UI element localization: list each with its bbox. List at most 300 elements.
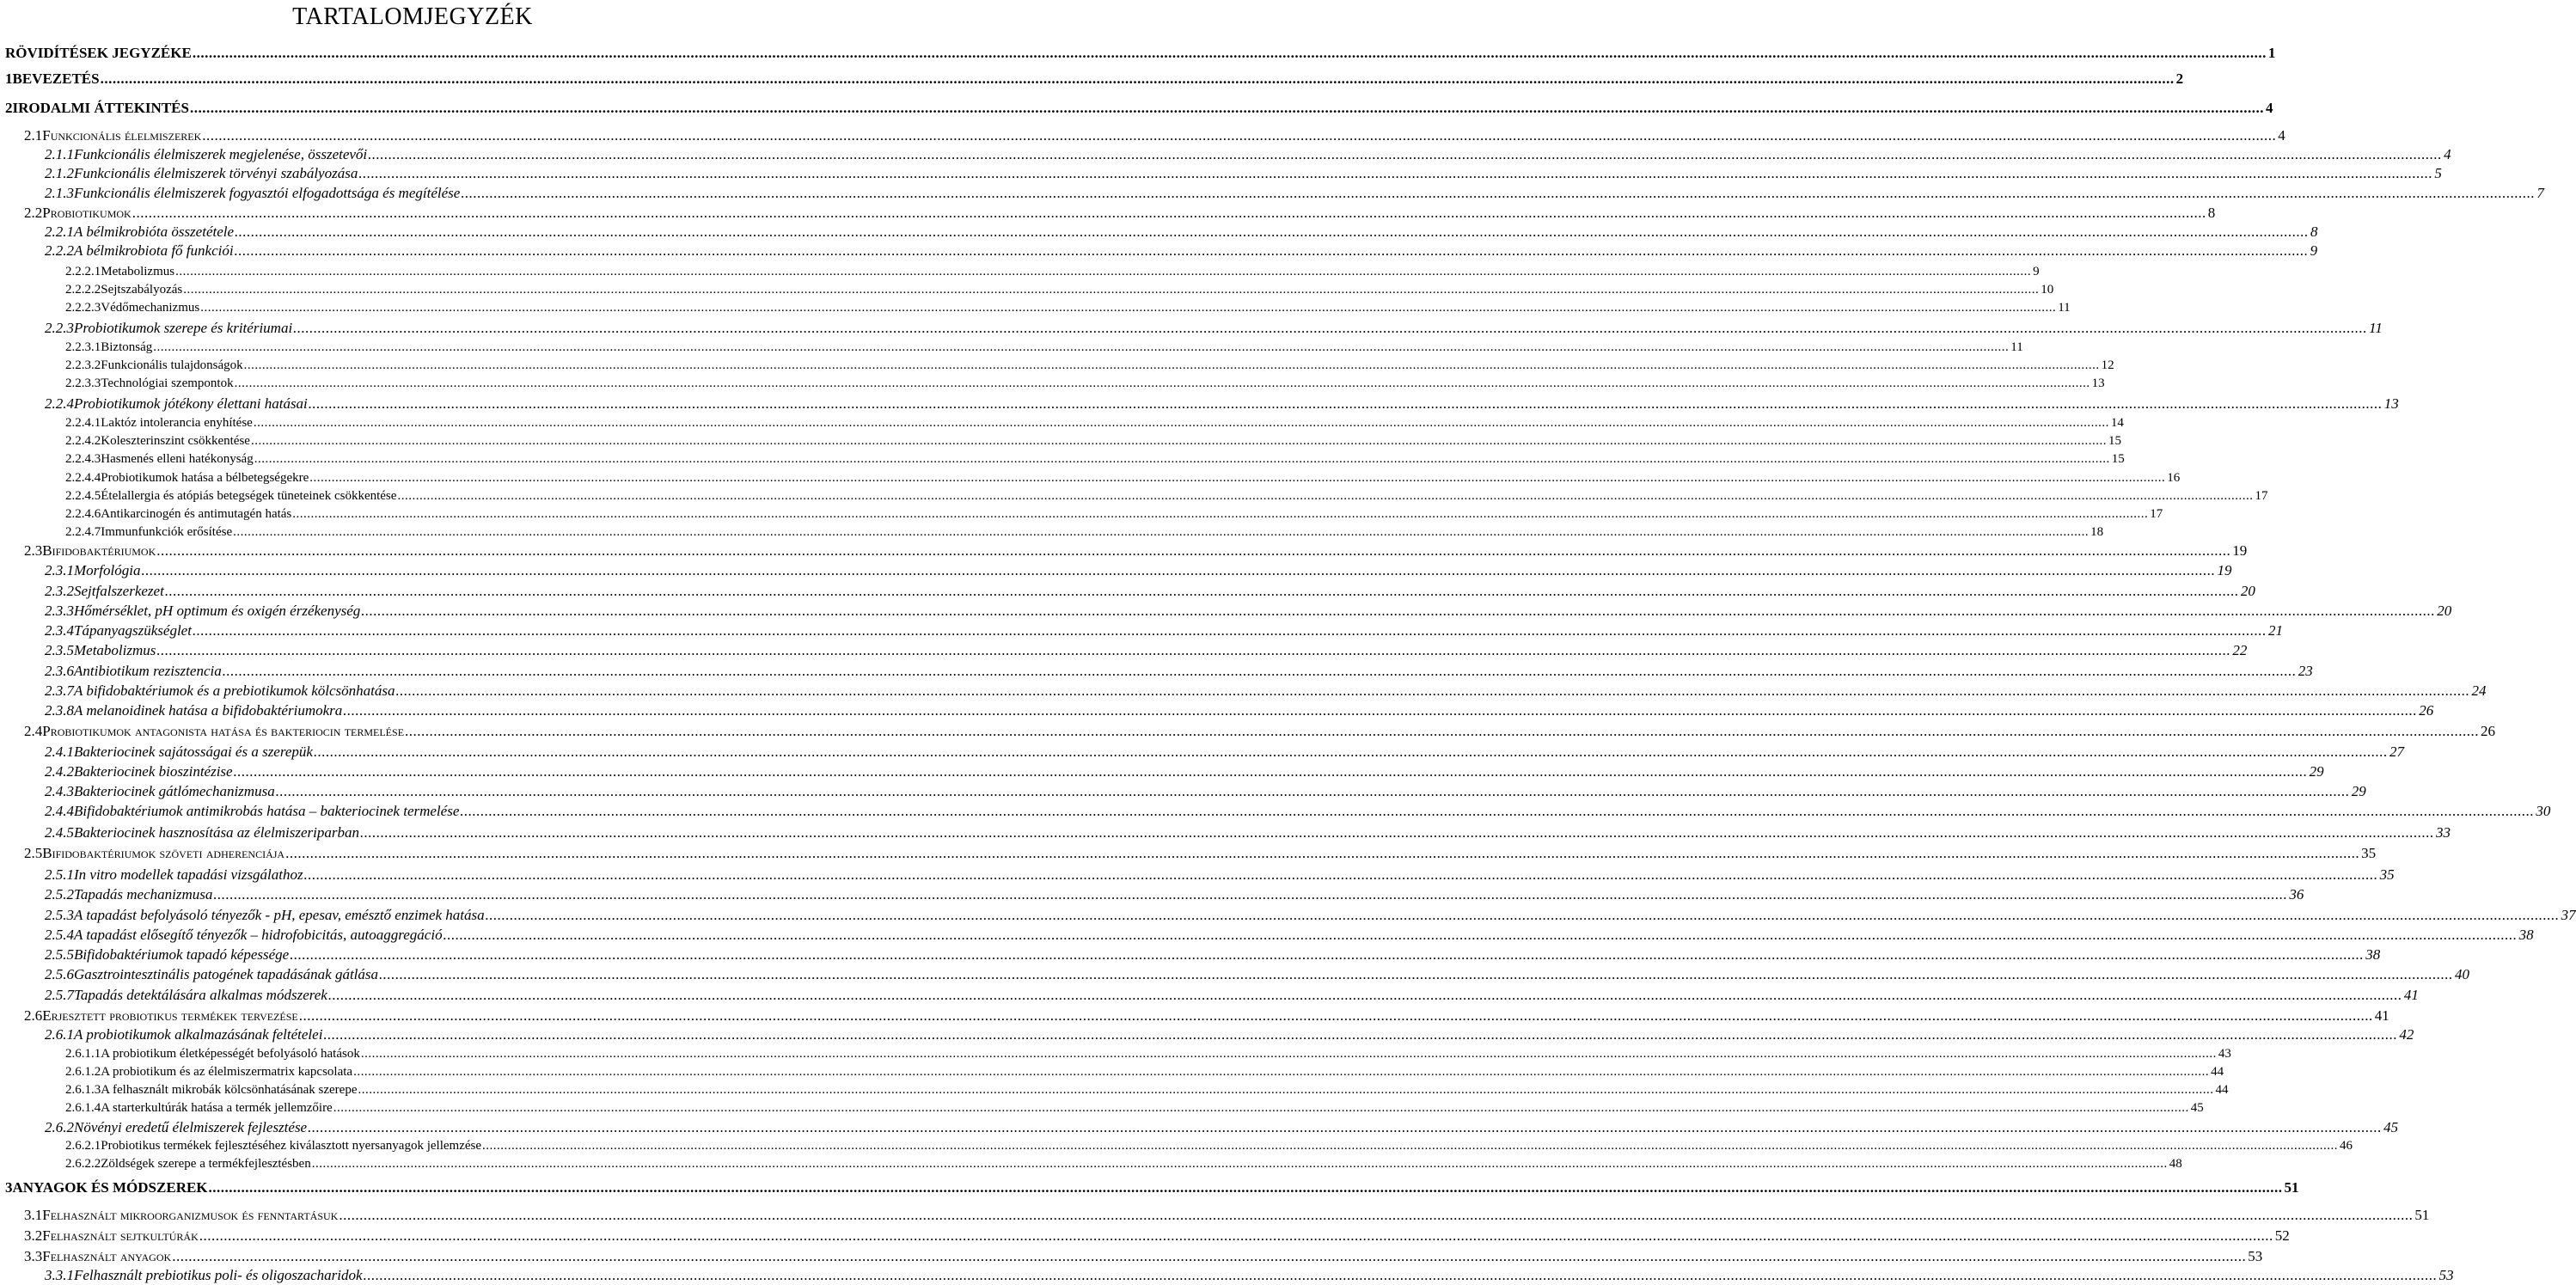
toc-entry[interactable] [45,395,2399,413]
dot-leader [339,1207,2413,1224]
toc-entry-title: Antikarcinogén és antimutagén hatás [101,507,292,521]
toc-entry-title: BEVEZETÉS [12,70,100,87]
toc-entry[interactable] [5,100,2273,117]
toc-entry-page: 15 [2108,434,2121,448]
toc-entry-number: 3 [5,1179,13,1196]
toc-entry[interactable] [45,866,2395,884]
toc-entry[interactable] [45,682,2487,700]
toc-entry-number: 2.6 [24,1007,43,1024]
dot-leader [461,185,2535,202]
toc-entry[interactable] [24,542,2248,560]
dot-leader [193,45,2267,62]
toc-entry-number: 2.2.2.2 [65,283,101,297]
toc-entry-title: Bakteriocinek sajátosságai és a szerepük [74,743,313,760]
toc-entry[interactable] [65,1065,2224,1080]
dot-leader [254,416,2109,431]
toc-entry-number: 2.5.5 [45,946,74,963]
toc-entry-number: 2.5.2 [45,886,74,903]
toc-entry-title: A probiotikum életképességét befolyásoló hatások [101,1047,360,1061]
dot-leader [234,763,2308,780]
dot-leader [165,583,2239,600]
toc-entry-number: 2.2.2 [45,242,74,259]
toc-entry[interactable] [65,1157,2182,1172]
dot-leader [141,562,2215,579]
dot-leader [213,886,2287,903]
dot-leader [254,452,2110,467]
dot-leader [482,1139,2338,1153]
toc-entry[interactable] [65,1101,2204,1116]
toc-entry-number: 2.5.1 [45,866,74,883]
toc-entry[interactable] [45,622,2283,639]
toc-entry-page: 51 [2284,1179,2299,1196]
toc-entry-title: A bélmikrobióta összetétele [74,223,235,240]
dot-leader [314,743,2388,761]
toc-entry[interactable] [65,340,2023,355]
toc-entry-page: 20 [2240,583,2255,599]
toc-entry-page: 4 [2265,100,2273,116]
toc-entry[interactable] [24,1227,2290,1245]
toc-entry-title: Hasmenés elleni hatékonyság [101,452,254,466]
toc-entry-number: 2.5.6 [45,966,74,982]
toc-entry-page: 41 [2403,987,2419,1003]
toc-entry-page: 48 [2169,1157,2182,1171]
dot-leader [299,1007,2373,1025]
toc-entry-title: A melanoidinek hatása a bifidobaktériumokra [74,702,343,719]
toc-entry-number: 2.3.7 [45,682,74,699]
toc-entry-title: Probiotikumok jótékony élettani hatásai [74,395,308,412]
toc-entry-page: 13 [2383,395,2399,412]
toc-entry-title: Biztonság [101,340,153,354]
toc-entry-number: 2.5.3 [45,907,74,923]
toc-entry[interactable] [65,1047,2231,1062]
toc-entry-title: A starterkultúrák hatása a termék jellemzőire [101,1101,333,1115]
toc-entry-title: Erjesztett probiotikus termékek tervezése [42,1007,298,1024]
toc-entry-title: Gasztrointesztinális patogének tapadásának gátlása [74,966,379,982]
toc-entry[interactable] [45,783,2366,800]
document-title: TARTALOMJEGYZÉK [292,3,533,30]
toc-entry-title: Felhasznált mikroorganizmusok és fenntartásuk [42,1207,339,1223]
toc-entry-number: 2.2.4 [45,395,74,412]
toc-entry-title: Felhasznált sejtkultúrák [42,1227,199,1244]
toc-entry[interactable] [45,242,2318,260]
dot-leader [244,358,2100,373]
toc-entry-title: A tapadást befolyásoló tényezők - pH, epesav, emésztő enzimek hatása [74,907,485,923]
toc-entry-page: 24 [2471,682,2487,699]
toc-entry-title: Bifidobaktériumok [42,542,156,559]
toc-entry[interactable] [45,223,2318,241]
toc-entry-title: Bakteriocinek gátlómechanizmusa [74,783,275,799]
toc-entry-page: 4 [2278,127,2285,144]
toc-entry-number: 2.3.5 [45,642,74,658]
toc-entry-title: Sejtfalszerkezet [74,583,164,599]
toc-entry-number: 2.3 [24,542,43,559]
toc-entry-number: 2.5.7 [45,987,74,1003]
toc-entry-number: 2.2.1 [45,223,74,240]
toc-entry-title: Koleszterinszint csökkentése [101,434,250,448]
dot-leader [285,845,2359,862]
toc-entry-page: 44 [2211,1065,2224,1079]
toc-entry[interactable] [45,1026,2414,1043]
toc-entry[interactable] [65,471,2181,486]
toc-entry-page: 23 [2298,663,2313,679]
toc-entry-page: 11 [2058,301,2071,315]
toc-entry-page: 35 [2379,866,2395,883]
toc-entry-title: Tapadás detektálására alkalmas módszerek [74,987,327,1003]
dot-leader [235,376,2090,391]
toc-entry[interactable] [65,1139,2353,1153]
toc-entry-title: Technológiai szempontok [101,376,234,390]
dot-leader [156,642,2230,659]
toc-entry[interactable] [24,1007,2389,1025]
toc-entry[interactable] [45,603,2452,620]
dot-leader [233,525,2089,540]
toc-entry[interactable] [45,562,2232,579]
toc-entry-page: 41 [2374,1007,2389,1024]
toc-entry-number: 2.2.4.4 [65,471,101,485]
toc-entry-number: 2.2.4.6 [65,507,101,521]
dot-leader [199,1227,2273,1245]
dot-leader [193,622,2267,639]
toc-entry-page: 20 [2437,603,2452,619]
toc-entry-number: 2.1.2 [45,165,74,181]
dot-leader [395,682,2469,700]
dot-leader [323,1026,2397,1043]
toc-entry-page: 11 [2369,320,2383,336]
toc-entry[interactable] [65,416,2124,431]
toc-entry-title: Bifidobaktériumok tapadó képessége [74,946,290,963]
toc-entry-page: 26 [2419,702,2434,719]
toc-entry-page: 46 [2340,1139,2353,1153]
toc-entry-page: 36 [2289,886,2304,903]
toc-entry[interactable] [24,127,2285,144]
toc-entry-page: 19 [2217,562,2232,578]
toc-entry-title: Probiotikus termékek fejlesztéséhez kiválasztott nyersanyagok jellemzése [101,1139,482,1153]
toc-entry-number: 2.1.3 [45,185,74,201]
toc-entry-page: 16 [2167,471,2181,485]
dot-leader [292,507,2148,522]
toc-entry-page: 19 [2232,542,2248,559]
toc-entry-number: 2.6.1.4 [65,1101,101,1115]
dot-leader [235,223,2309,241]
toc-entry-title: ANYAGOK ÉS MÓDSZEREK [12,1179,208,1196]
toc-entry-page: 44 [2215,1083,2229,1097]
toc-entry[interactable] [24,1248,2263,1265]
dot-leader [333,1101,2189,1116]
toc-entry-number: 3.3.1 [45,1267,74,1283]
toc-entry-number: 2.6.2.1 [65,1139,101,1153]
toc-entry[interactable] [45,320,2383,337]
toc-entry-title: Sejtszabályozás [101,283,183,297]
toc-entry-title: Bakteriocinek hasznosítása az élelmiszeriparban [74,824,359,841]
toc-entry-title: Metabolizmus [101,265,175,278]
dot-leader [251,434,2107,449]
toc-entry[interactable] [45,886,2304,903]
toc-entry-title: Funkcionális tulajdonságok [101,358,243,372]
toc-entry-number: 2.2.4.5 [65,489,101,503]
toc-entry-title: Zöldségek szerepe a termékfejlesztésben [101,1157,311,1171]
toc-entry-number: 2.2.4.1 [65,416,101,430]
toc-entry-number: 2.2.2.1 [65,265,101,278]
dot-leader [358,1083,2213,1098]
toc-entry-number: 2.1 [24,127,43,144]
toc-entry[interactable] [65,283,2054,297]
toc-entry-page: 35 [2361,845,2377,861]
toc-entry[interactable] [45,824,2451,841]
toc-entry[interactable] [24,845,2377,862]
dot-leader [101,70,2175,88]
dot-leader [312,1157,2168,1172]
toc-entry-page: 12 [2101,358,2114,372]
toc-entry-page: 4 [2444,146,2451,162]
toc-entry-title: Funkcionális élelmiszerek törvényi szabályozása [74,165,358,181]
toc-entry-title: A probiotikumok alkalmazásának feltételei [74,1026,323,1043]
toc-entry-page: 13 [2091,376,2105,390]
toc-entry-page: 37 [2561,907,2576,923]
toc-entry-number: 2.5.4 [45,927,74,943]
toc-entry-number: 2.6.1 [45,1026,74,1043]
toc-entry-number: 2.2 [24,205,43,221]
toc-entry-page: 9 [2310,242,2318,259]
toc-entry-page: 26 [2481,723,2496,739]
toc-entry[interactable] [45,946,2381,964]
dot-leader [361,603,2435,620]
dot-leader [379,966,2453,983]
toc-entry-page: 5 [2434,165,2442,181]
toc-entry-title: Felhasznált prebiotikus poli- és oligoszacharidok [74,1267,363,1283]
dot-leader [397,489,2253,504]
toc-entry[interactable] [65,358,2114,373]
toc-entry-number: 2.3.6 [45,663,74,679]
toc-entry-title: Probiotikumok szerepe és kritériumai [74,320,293,336]
toc-entry-number: 2.3.3 [45,603,74,619]
toc-entry-title: Immunfunkciók erősítése [101,525,233,539]
toc-entry[interactable] [45,642,2248,659]
toc-entry[interactable] [65,434,2121,449]
toc-entry-title: Hőmérséklet, pH optimum és oxigén érzékenység [74,603,361,619]
toc-entry-page: 38 [2365,946,2381,963]
toc-entry[interactable] [45,583,2255,600]
toc-entry-number: 2.2.3 [45,320,74,336]
dot-leader [360,824,2434,841]
toc-entry-title: A bélmikrobiota fő funkciói [74,242,234,259]
toc-entry-page: 29 [2309,763,2324,780]
toc-entry-number: 2.6.1.1 [65,1047,101,1061]
toc-entry-page: 33 [2435,824,2451,841]
toc-entry-page: 45 [2190,1101,2204,1115]
toc-entry[interactable] [45,663,2313,680]
toc-entry-page: 38 [2518,927,2534,943]
toc-entry[interactable] [5,70,2184,88]
dot-leader [183,283,2039,297]
toc-entry-title: Morfológia [74,562,141,578]
toc-entry-title: Növényi eredetű élelmiszerek fejlesztése [74,1119,308,1135]
toc-entry-title: A probiotikum és az élelmiszermatrix kapcsolata [101,1065,353,1079]
toc-entry[interactable] [65,489,2268,504]
toc-entry-page: 21 [2267,622,2283,639]
dot-leader [175,265,2031,279]
toc-entry[interactable] [45,966,2470,983]
toc-entry-number: 2.4.3 [45,783,74,799]
toc-entry-title: Probiotikumok [42,205,132,221]
toc-entry-title: RÖVIDÍTÉSEK JEGYZÉKE [5,45,192,61]
toc-entry-number: 2 [5,100,13,116]
toc-entry-number: 2.6.1.2 [65,1065,101,1079]
dot-leader [309,471,2165,486]
toc-entry-page: 17 [2255,489,2268,503]
dot-leader [235,242,2309,260]
dot-leader [223,663,2297,680]
toc-entry-number: 2.2.4.3 [65,452,101,466]
dot-leader [308,1119,2382,1136]
toc-entry-title: Probiotikumok antagonista hatása és bakteriocin termelése [42,723,405,739]
dot-leader [353,1065,2209,1080]
toc-entry-number: 2.2.3.3 [65,376,101,390]
toc-entry-number: 2.4.1 [45,743,74,760]
toc-entry-title: Védőmechanizmus [101,301,200,315]
toc-entry-page: 29 [2351,783,2366,799]
toc-entry-number: 2.2.4.7 [65,525,101,539]
toc-entry-page: 51 [2414,1207,2430,1223]
toc-entry[interactable] [45,1119,2399,1136]
toc-entry-page: 27 [2389,743,2404,760]
dot-leader [202,127,2276,144]
toc-entry-number: 2.2.2.3 [65,301,101,315]
toc-entry-number: 2.4.2 [45,763,74,780]
toc-entry-title: Probiotikumok hatása a bélbetegségekre [101,471,309,485]
toc-entry-number: 2.4.4 [45,803,74,819]
toc-entry[interactable] [24,723,2496,740]
toc-entry[interactable] [65,452,2125,467]
dot-leader [343,702,2417,719]
toc-entry-number: 2.2.3.2 [65,358,101,372]
toc-entry-page: 43 [2218,1047,2231,1061]
toc-entry-page: 40 [2455,966,2470,982]
toc-entry[interactable] [45,1267,2454,1284]
toc-entry[interactable] [45,907,2576,924]
toc-entry-title: A bifidobaktériumok és a prebiotikumok kölcsönhatása [74,682,395,699]
toc-entry-number: 2.6.2 [45,1119,74,1135]
toc-entry-page: 53 [2438,1267,2454,1283]
toc-entry-number: 2.3.1 [45,562,74,578]
toc-entry-title: Felhasznált anyagok [42,1248,172,1264]
dot-leader [328,987,2402,1004]
toc-entry-page: 53 [2248,1248,2263,1264]
dot-leader [172,1248,2246,1265]
dot-leader [364,1267,2438,1284]
toc-entry-title: A felhasznált mikrobák kölcsönhatásának szerepe [101,1083,358,1097]
dot-leader [405,723,2479,740]
toc-entry-page: 11 [2010,340,2023,354]
dot-leader [290,946,2364,964]
dot-leader [444,927,2518,944]
toc-entry-page: 30 [2536,803,2551,819]
toc-entry-page: 42 [2399,1026,2414,1043]
toc-entry-title: Bifidobaktériumok antimikrobás hatása – bakteriocinek termelése [74,803,460,819]
toc-entry-number: 2.6.2.2 [65,1157,101,1171]
toc-entry-number: 1 [5,70,13,87]
toc-entry[interactable] [45,702,2434,719]
toc-entry[interactable] [45,987,2419,1004]
toc-entry[interactable] [5,45,2276,62]
toc-entry-page: 9 [2033,265,2040,278]
toc-entry-number: 2.2.4.2 [65,434,101,448]
toc-entry[interactable] [45,763,2324,780]
toc-entry-title: Antibiotikum rezisztencia [74,663,222,679]
toc-entry-number: 2.4.5 [45,824,74,841]
toc-entry-page: 45 [2383,1119,2399,1135]
toc-entry[interactable] [45,146,2451,163]
toc-entry-page: 10 [2041,283,2054,297]
toc-entry-title: Ételallergia és atópiás betegségek tüneteinek csökkentése [101,489,397,503]
toc-entry-title: Laktóz intolerancia enyhítése [101,416,253,430]
toc-entry-page: 52 [2274,1227,2290,1244]
toc-entry-page: 18 [2090,525,2104,539]
toc-entry[interactable] [65,376,2105,391]
toc-entry-title: A tapadást elősegítő tényezők – hidrofobicitás, autoaggregáció [74,927,443,943]
toc-entry-number: 3.2 [24,1227,43,1244]
toc-entry-title: Bifidobaktériumok szöveti adherenciája [42,845,285,861]
toc-entry-number: 3.3 [24,1248,43,1264]
toc-entry[interactable] [65,507,2163,522]
toc-entry[interactable] [5,1179,2299,1196]
dot-leader [293,320,2367,337]
toc-entry-title: Funkcionális élelmiszerek megjelenése, összetevői [74,146,368,162]
toc-entry[interactable] [45,927,2534,944]
toc-entry-title: Funkcionális élelmiszerek fogyasztói elfogadottsága és megítélése [74,185,461,201]
dot-leader [368,146,2442,163]
toc-entry-title: Tápanyagszükséglet [74,622,192,639]
toc-entry[interactable] [45,165,2442,182]
dot-leader [190,100,2264,117]
toc-entry-number: 2.6.1.3 [65,1083,101,1097]
toc-entry-page: 7 [2536,185,2544,201]
dot-leader [209,1179,2283,1196]
toc-entry-number: 2.4 [24,723,43,739]
toc-entry-number: 2.2.3.1 [65,340,101,354]
toc-entry[interactable] [65,265,2040,279]
toc-entry-title: Bakteriocinek bioszintézise [74,763,233,780]
toc-entry[interactable] [24,205,2216,222]
toc-entry-page: 8 [2207,205,2216,221]
toc-entry-number: 2.3.2 [45,583,74,599]
toc-entry[interactable] [65,301,2071,315]
toc-entry[interactable] [65,525,2104,540]
toc-entry-number: 3.1 [24,1207,43,1223]
dot-leader [153,340,2009,355]
dot-leader [358,165,2432,182]
toc-entry[interactable] [65,1083,2229,1098]
toc-entry-page: 2 [2175,70,2184,87]
toc-entry-title: IRODALMI ÁTTEKINTÉS [12,100,189,116]
toc-entry-title: Funkcionális élelmiszerek [42,127,202,144]
toc-entry-page: 15 [2111,452,2125,466]
dot-leader [200,301,2056,315]
toc-entry[interactable] [45,185,2544,202]
toc-entry[interactable] [45,743,2404,761]
toc-entry-page: 22 [2232,642,2248,658]
toc-entry[interactable] [24,1207,2430,1224]
toc-entry-number: 2.1.1 [45,146,74,162]
toc-entry-number: 2.5 [24,845,43,861]
dot-leader [304,866,2378,884]
toc-entry-number: 2.3.4 [45,622,74,639]
toc-entry-page: 14 [2110,416,2124,430]
toc-entry-title: Metabolizmus [74,642,156,658]
dot-leader [460,803,2534,820]
dot-leader [361,1047,2217,1062]
toc-entry[interactable] [45,803,2551,820]
toc-entry-page: 17 [2150,507,2163,521]
